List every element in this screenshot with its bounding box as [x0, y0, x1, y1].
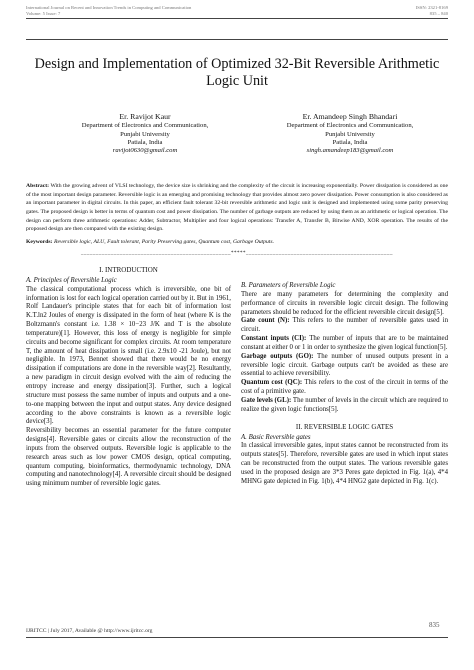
definition-term: Gate levels (GL): [241, 396, 292, 404]
definition-text: This refers to the cost of the circuit in terms of the cost of a primitive gate. [241, 379, 448, 396]
footer-text[interactable]: IJRITCC | July 2017, Available @ http://www.ijritcc.org [26, 628, 153, 634]
author-univ: Punjabi University [120, 130, 170, 138]
author-block-1 [60, 113, 230, 155]
definition-gate-count [241, 317, 448, 335]
page-number: 835 [429, 621, 440, 629]
page-range: 835 – 840 [429, 10, 448, 16]
abstract-text: With the growing advent of VLSI technology, the device size is shrinking and the complexity of the circuit is increasing exponentially. Power dissipation is considered as one of the most important design parameter. Reversible logic is an emerging and promising technology that provides almost zero power dissipation. Power consumption is also considered as an important parameter in digital circuits. In this paper, an efficient fault tolerant 32-bit reversible arithmetic and logic unit is designed and implemented using some parity preserving gates. The proposed design is better in terms of quantum cost and power dissipation. The number of garbage outputs are reduced by using them as an arithmetic or logical operation. The design can perform three arithmetic operations: Adder, Subtractor, Multiplier and four logical operations: Transfer A, Transfer B, Bitwise AND, XOR operation. The results of the proposed design are then compared with the existing design. [26, 183, 448, 233]
subsection-heading-principles: A. Principles of Reversible Logic [26, 276, 117, 284]
definition-gate-levels [241, 397, 448, 415]
definition-text: The number of levels in the circuit which are required to realize the given logic functions[5]. [241, 396, 448, 413]
author-dept: Department of Electronics and Communication, [286, 122, 414, 130]
keywords-text: Reversible logic, ALU, Fault tolerant, Parity Preserving gates, Quantum cost, Garbage Outputs. [52, 239, 275, 245]
keywords [26, 239, 448, 246]
author-email[interactable]: singh.amandeep183@gmail.com [306, 147, 394, 155]
header-rule-bottom [26, 39, 448, 40]
definition-term: Constant inputs (CI): [241, 335, 307, 343]
journal-volume: Volume: 5 Issue: 7 [26, 10, 61, 16]
author-place: Patiala, India [127, 138, 163, 146]
journal-name: International Journal on Recent and Innovation Trends in Computing and Communication [26, 5, 192, 10]
issn: ISSN: 2321-8169 [415, 5, 448, 10]
subsection-heading-parameters: B. Parameters of Reversible Logic [241, 282, 336, 289]
definition-term: Garbage outputs (GO): [241, 352, 314, 360]
definition-text: The number of inputs that are to be maintained constant at either 0 or 1 in order to synthesize the given logical function[5]. [241, 335, 448, 351]
gates-paragraph: In classical irreversible gates, input states cannot be reconstructed from its outputs states[5]. Therefore, reversible gates are used in which input states can be reconstructed from the output states. The various reversible gates used in the proposed design are 3*3 Peres gate depicted in Fig. 1(a), 4*4 MHNG gate depicted in Fig. 1(b), 4*4 HNG2 gate depicted in Fig. 1(c). [241, 442, 448, 485]
abstract-label: Abstract: [26, 183, 50, 189]
author-name: Er. Ravijot Kaur [119, 112, 171, 121]
issn-header [416, 5, 448, 16]
author-block-2 [265, 113, 435, 155]
definition-text: The number of unused outputs present in a reversible logic circuit. Garbage outputs can't be avoided as these are essential to achieve reversibility. [241, 352, 448, 378]
intro-paragraph-1: The classical computational process which is irreversible, one bit of information is lost for each logical operation carried out by it. But in 1961, Rolf Landauer's principle states that for each bit of information lost K.T.ln2 Joules of energy is dissipated in the form of heat (where K is the Boltzmann's constant i.e. 1.38 × 10−23 J/K and T is the absolute temperature)[1]. However, this loss of energy is negligible for simple circuits and become significant for complex circuits. At room temperature T, the amount of heat dissipation is small (i.e. 2.9x10 -21 Joule), but not negligible. In 1973, Bennet showed that there would be no energy dissipation if computations are done in the reversible way[2]. Resultantly, a new paradigm in circuit design evolved with the aim of reducing the entropy increase and energy dissipation[3]. Further, such a logical structure must possess the same number of inputs and outputs and a one-to-one mapping between the input and output states. Any device designed according to the above constraints is known as a reversible logic device[3]. [26, 285, 231, 426]
author-email[interactable]: ravijot0630@gmail.com [112, 147, 178, 155]
parameters-intro: There are many parameters for determining the complexity and performance of circuits in reversible logic circuit design. The following parameters should be reduced for the efficient reversible circuit design[5]. [241, 290, 448, 316]
author-dept: Department of Electronics and Communication, [81, 122, 209, 130]
subsection-heading-basic-gates: A. Basic Reversible gates [241, 433, 311, 441]
header-rule [26, 18, 448, 19]
author-univ: Punjabi University [325, 130, 375, 138]
definition-constant-inputs [241, 335, 448, 353]
right-column [241, 282, 448, 487]
author-place: Patiala, India [332, 138, 368, 146]
keywords-label: Keywords: [26, 239, 53, 245]
intro-paragraph-2: Reversibility becomes an essential parameter for the future computer designs[4]. Reversible gates or circuits allow the reconstruction of the inputs from the observed outputs. Reversible logic is applicable to the research areas such as low power CMOS design, optical computing, quantum computing, bioinformatics, thermodynamic technology, DNA computing and nanotechnology[4]. A reversible circuit should be designed using minimum number of reversible logic gates. [26, 427, 231, 488]
definition-garbage-outputs [241, 353, 448, 380]
section-separator: __________________________________________________*****_________________________________________________ [81, 251, 393, 256]
section-heading-introduction: I. INTRODUCTION [99, 266, 158, 274]
abstract [26, 182, 448, 234]
definition-term: Quantum cost (QC): [241, 379, 303, 387]
paper-title: Design and Implementation of Optimized 32-Bit Reversible Arithmetic Logic Unit [34, 56, 440, 89]
definition-text: This refers to the number of reversible gates used in circuit. [241, 317, 448, 334]
left-column [26, 266, 231, 489]
definition-term: Gate count (N): [241, 317, 290, 325]
author-name: Er. Amandeep Singh Bhandari [302, 112, 398, 121]
section-heading-reversible-gates: II. REVERSIBLE LOGIC GATES [295, 422, 394, 431]
definition-quantum-cost [241, 379, 448, 397]
footer-rule [26, 637, 448, 638]
journal-header [26, 5, 191, 16]
